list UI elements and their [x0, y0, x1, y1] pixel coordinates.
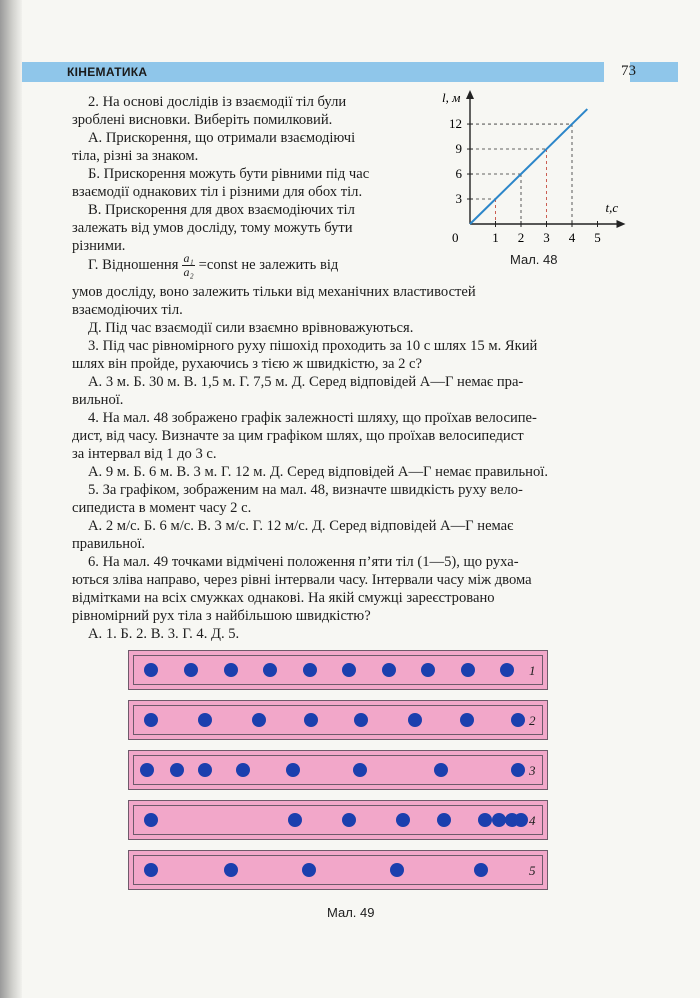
position-dot [144, 863, 158, 877]
origin-label: 0 [452, 230, 459, 245]
position-dot [144, 713, 158, 727]
position-dot [474, 863, 488, 877]
q4-answers: А. 9 м. Б. 6 м. В. 3 м. Г. 12 м. Д. Серед відповідей А—Г немає правильної. [88, 464, 548, 480]
strip-inner-border [133, 755, 543, 785]
page-header [22, 62, 678, 82]
position-dot [144, 663, 158, 677]
q2-line: зроблені висновки. Виберіть помилковий. [72, 112, 333, 128]
position-dot [492, 813, 506, 827]
y-axis-arrow [466, 90, 474, 99]
position-dot [302, 863, 316, 877]
q6-line: рівномірний рух тіла з найбільшою швидкістю? [72, 608, 371, 624]
position-dot [461, 663, 475, 677]
fraction-denominator: a₂ [183, 265, 194, 280]
q6-line: ються зліва направо, через рівні інтервали часу. Інтервали часу між двома [72, 572, 532, 588]
position-dot [354, 713, 368, 727]
q5-line: сипедиста в момент часу 2 с. [72, 500, 252, 516]
y-tick-label: 3 [455, 191, 462, 207]
ratio-fraction [182, 252, 194, 279]
data-line [470, 109, 587, 224]
q2-option-a-cont: тіла, різні за знаком. [72, 148, 199, 164]
position-dot [263, 663, 277, 677]
book-spine-shadow [0, 0, 22, 998]
strip-number-label: 4 [529, 813, 536, 828]
q2-option-d-cont: взаємодіючих тіл. [72, 302, 183, 318]
position-dot [144, 813, 158, 827]
q6-line: відмітками на всіх смужках однакові. На якій смужці зареєстровано [72, 590, 495, 606]
position-dot [342, 663, 356, 677]
position-dot [396, 813, 410, 827]
position-dot [514, 813, 528, 827]
position-dot [198, 713, 212, 727]
position-dot [500, 663, 514, 677]
page-number: 73 [621, 63, 636, 79]
position-dot [390, 863, 404, 877]
fig48-chart [436, 88, 640, 248]
x-axis-arrow [617, 220, 626, 228]
strip-inner-border [133, 705, 543, 735]
strip-2 [128, 700, 548, 740]
q2-option-c-cont: різними. [72, 238, 126, 254]
strip-number-label: 2 [529, 713, 536, 728]
x-tick-label: 5 [594, 230, 601, 245]
position-dot [170, 763, 184, 777]
position-dot [342, 813, 356, 827]
q2-line: 2. На основі дослідів із взаємодії тіл були [88, 94, 347, 110]
x-axis-label: t,c [605, 200, 619, 215]
strip-number-label: 3 [529, 763, 536, 778]
q3-answers: А. 3 м. Б. 30 м. В. 1,5 м. Г. 7,5 м. Д. Серед відповідей А—Г немає пра- [88, 374, 524, 390]
position-dot [437, 813, 451, 827]
position-dot [140, 763, 154, 777]
strip-1 [128, 650, 548, 690]
y-tick-label: 9 [455, 141, 462, 157]
fig49-caption: Мал. 49 [327, 905, 375, 920]
q2-option-b-cont: взаємодії однакових тіл і різними для обох тіл. [72, 184, 363, 200]
q2-option-a: А. Прискорення, що отримали взаємодіючі [88, 130, 356, 146]
x-tick-label: 4 [568, 230, 576, 245]
position-dot [478, 813, 492, 827]
running-title: КІНЕМАТИКА [67, 65, 148, 79]
y-tick-label: 6 [455, 166, 462, 182]
fig48-caption: Мал. 48 [510, 252, 558, 267]
q5-line: 5. За графіком, зображеним на мал. 48, визначте швидкість руху вело- [88, 482, 523, 498]
q2-option-b: Б. Прискорення можуть бути рівними під час [88, 166, 370, 182]
position-dot [511, 763, 525, 777]
q2-option-d-suffix: =const не залежить від [198, 257, 339, 273]
position-dot [224, 663, 238, 677]
fraction-numerator: a₁ [183, 251, 194, 266]
q2-option-c: В. Прискорення для двох взаємодіючих тіл [88, 202, 355, 218]
q2-option-c-cont: залежать від умов досліду, тому можуть бути [72, 220, 353, 236]
strip-number-label: 5 [529, 863, 536, 878]
q6-answers: А. 1. Б. 2. В. 3. Г. 4. Д. 5. [88, 626, 240, 642]
q3-answers-cont: вильної. [72, 392, 124, 408]
position-dot [198, 763, 212, 777]
position-dot [511, 713, 525, 727]
strip-4 [128, 800, 548, 840]
x-tick-label: 2 [517, 230, 525, 245]
position-dot [460, 713, 474, 727]
position-dot [288, 813, 302, 827]
position-dot [382, 663, 396, 677]
y-tick-label: 12 [449, 116, 462, 132]
position-dot [304, 713, 318, 727]
position-dot [236, 763, 250, 777]
position-dot [408, 713, 422, 727]
q4-line: дист, від часу. Визначте за цим графіком шлях, що проїхав велосипедист [72, 428, 524, 444]
q3-line: шлях він пройде, рухаючись з тією ж швидкістю, за 2 с? [72, 356, 423, 372]
position-dot [224, 863, 238, 877]
position-dot [434, 763, 448, 777]
q2-option-e: Д. Під час взаємодії сили взаємно врівноважуються. [88, 320, 414, 336]
strip-3 [128, 750, 548, 790]
q2-option-d-cont: умов досліду, воно залежить тільки від механічних властивостей [72, 284, 476, 300]
position-dot [421, 663, 435, 677]
position-dot [353, 763, 367, 777]
x-tick-label: 3 [543, 230, 550, 245]
y-axis-label: l, м [442, 90, 461, 105]
q4-line: 4. На мал. 48 зображено графік залежності шляху, що проїхав велосипе- [88, 410, 537, 426]
x-tick-label: 1 [492, 230, 499, 245]
q2-option-d-prefix: Г. Відношення [88, 257, 179, 273]
q3-line: 3. Під час рівномірного руху пішохід проходить за 10 с шлях 15 м. Який [88, 338, 538, 354]
strip-number-label: 1 [529, 663, 536, 678]
position-dot [303, 663, 317, 677]
q5-answers-cont: правильної. [72, 536, 146, 552]
position-dot [252, 713, 266, 727]
q4-line: за інтервал від 1 до 3 с. [72, 446, 217, 462]
q6-line: 6. На мал. 49 точками відмічені положення п’яти тіл (1—5), що руха- [88, 554, 519, 570]
position-dot [286, 763, 300, 777]
strip-5 [128, 850, 548, 890]
q5-answers: А. 2 м/с. Б. 6 м/с. В. 3 м/с. Г. 12 м/с. Д. Серед відповідей А—Г немає [88, 518, 514, 534]
position-dot [184, 663, 198, 677]
q2-option-d [88, 250, 338, 280]
